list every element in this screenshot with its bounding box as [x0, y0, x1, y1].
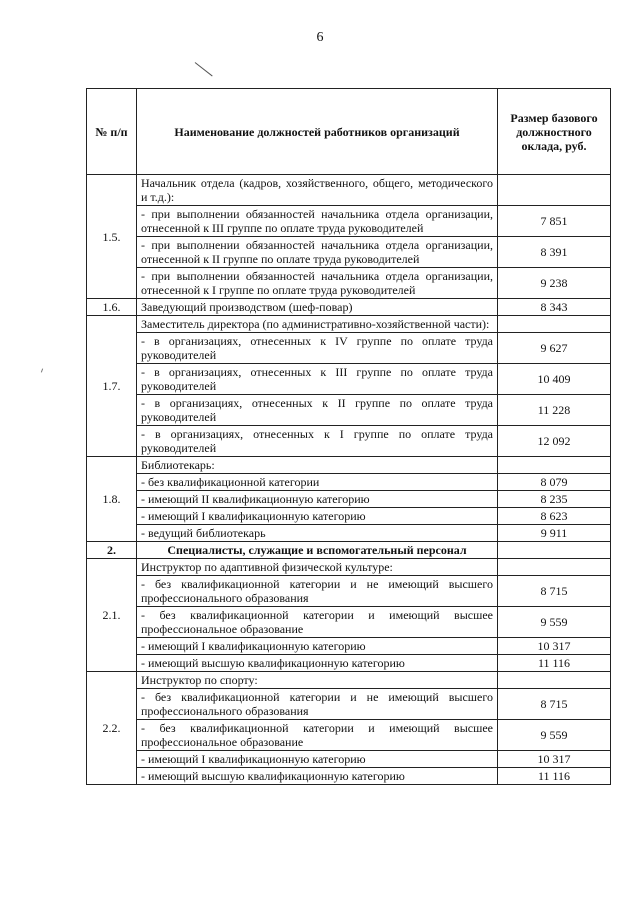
position-name: Заведующий производством (шеф-повар): [137, 299, 498, 316]
table-row: [87, 268, 611, 299]
base-salary: 11 228: [498, 395, 611, 426]
position-name: - в организациях, отнесенных к II группе по оплате труда руководителей: [137, 395, 498, 426]
page-number: 6: [316, 30, 324, 45]
position-name: Начальник отдела (кадров, хозяйственного, общего, методического и т.д.):: [137, 175, 498, 206]
base-salary: 10 317: [498, 638, 611, 655]
position-name: - имеющий высшую квалификационную категорию: [137, 768, 498, 785]
base-salary: 8 235: [498, 491, 611, 508]
row-number: 2.2.: [87, 672, 137, 785]
position-name: - без квалификационной категории и не имеющий высшего профессионального образования: [137, 689, 498, 720]
base-salary: 9 238: [498, 268, 611, 299]
base-salary: 11 116: [498, 768, 611, 785]
row-number: 1.8.: [87, 457, 137, 542]
salary-table: [86, 88, 611, 785]
position-name: - ведущий библиотекарь: [137, 525, 498, 542]
table-header-row: [87, 89, 611, 175]
position-name: - без квалификационной категории и не имеющий высшего профессионального образования: [137, 576, 498, 607]
table-row: [87, 672, 611, 689]
position-name: - в организациях, отнесенных к I группе по оплате труда руководителей: [137, 426, 498, 457]
position-name: Специалисты, служащие и вспомогательный персонал: [137, 542, 498, 559]
table-row: [87, 395, 611, 426]
table-row: [87, 525, 611, 542]
base-salary: [498, 542, 611, 559]
row-number: 2.: [87, 542, 137, 559]
base-salary: 7 851: [498, 206, 611, 237]
base-salary: 12 092: [498, 426, 611, 457]
table-row: [87, 333, 611, 364]
table-row: [87, 364, 611, 395]
table-row: [87, 689, 611, 720]
table-row: [87, 299, 611, 316]
table-body: [87, 175, 611, 785]
table-row: [87, 491, 611, 508]
table-row: [87, 474, 611, 491]
table-row: [87, 768, 611, 785]
table-row: [87, 607, 611, 638]
position-name: - при выполнении обязанностей начальника отдела организации, отнесенной к III группе по оплате труда руководителей: [137, 206, 498, 237]
position-name: - без квалификационной категории и имеющий высшее профессиональное образование: [137, 607, 498, 638]
position-name: - имеющий II квалификационную категорию: [137, 491, 498, 508]
position-name: Инструктор по адаптивной физической культуре:: [137, 559, 498, 576]
pen-mark-small: [41, 368, 43, 372]
table-row: [87, 237, 611, 268]
position-name: - без квалификационной категории: [137, 474, 498, 491]
position-name: - при выполнении обязанностей начальника отдела организации, отнесенной к I группе по оплате труда руководителей: [137, 268, 498, 299]
position-name: - в организациях, отнесенных к III группе по оплате труда руководителей: [137, 364, 498, 395]
position-name: - имеющий I квалификационную категорию: [137, 508, 498, 525]
base-salary: 8 343: [498, 299, 611, 316]
row-number: 2.1.: [87, 559, 137, 672]
table-row: [87, 751, 611, 768]
base-salary: [498, 316, 611, 333]
table-row: [87, 206, 611, 237]
base-salary: 8 715: [498, 576, 611, 607]
row-number: 1.5.: [87, 175, 137, 299]
position-name: - при выполнении обязанностей начальника отдела организации, отнесенной к II группе по оплате труда руководителей: [137, 237, 498, 268]
base-salary: 8 623: [498, 508, 611, 525]
table-row: [87, 426, 611, 457]
base-salary: 10 317: [498, 751, 611, 768]
base-salary: 9 559: [498, 720, 611, 751]
table-row: [87, 638, 611, 655]
header-position-name: Наименование должностей работников организаций: [137, 89, 498, 175]
row-number: 1.7.: [87, 316, 137, 457]
table-row: [87, 720, 611, 751]
position-name: Библиотекарь:: [137, 457, 498, 474]
base-salary: 8 391: [498, 237, 611, 268]
table-row: [87, 457, 611, 474]
base-salary: 11 116: [498, 655, 611, 672]
table-row: [87, 508, 611, 525]
position-name: - в организациях, отнесенных к IV группе по оплате труда руководителей: [137, 333, 498, 364]
base-salary: 8 715: [498, 689, 611, 720]
table-row: [87, 175, 611, 206]
base-salary: [498, 672, 611, 689]
base-salary: [498, 175, 611, 206]
position-name: - имеющий I квалификационную категорию: [137, 638, 498, 655]
base-salary: [498, 457, 611, 474]
base-salary: 10 409: [498, 364, 611, 395]
pen-mark: [195, 62, 213, 76]
base-salary: 8 079: [498, 474, 611, 491]
base-salary: 9 559: [498, 607, 611, 638]
position-name: - имеющий I квалификационную категорию: [137, 751, 498, 768]
position-name: - имеющий высшую квалификационную категорию: [137, 655, 498, 672]
position-name: Заместитель директора (по административно-хозяйственной части):: [137, 316, 498, 333]
table-row: [87, 316, 611, 333]
header-base-salary: Размер базового должностного оклада, руб.: [498, 89, 611, 175]
table-row: [87, 559, 611, 576]
table-row: [87, 576, 611, 607]
row-number: 1.6.: [87, 299, 137, 316]
table-row: [87, 655, 611, 672]
position-name: - без квалификационной категории и имеющий высшее профессиональное образование: [137, 720, 498, 751]
position-name: Инструктор по спорту:: [137, 672, 498, 689]
base-salary: [498, 559, 611, 576]
base-salary: 9 911: [498, 525, 611, 542]
section-row: [87, 542, 611, 559]
base-salary: 9 627: [498, 333, 611, 364]
header-num: № п/п: [87, 89, 137, 175]
